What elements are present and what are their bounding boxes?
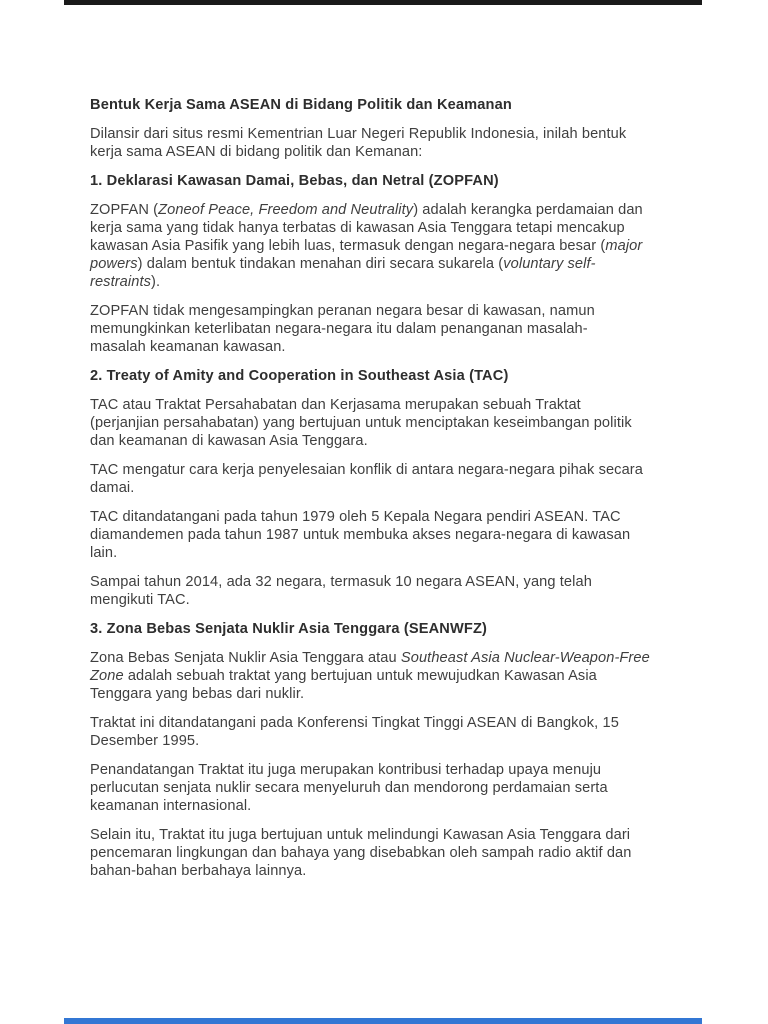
text-line: dan keamanan di kawasan Asia Tenggara. [90,433,368,449]
text-line: Sampai tahun 2014, ada 32 negara, termasuk 10 negara ASEAN, yang telah [90,574,592,590]
paragraph [90,761,690,815]
section-heading [90,620,690,638]
text-line: memungkinkan keterlibatan negara-negara itu dalam penanganan masalah- [90,321,588,337]
text-line: bahan-bahan berbahaya lainnya. [90,863,307,879]
text-line: perlucutan senjata nuklir secara menyeluruh dan mendorong perdamaian serta [90,780,608,796]
paragraph [90,508,690,562]
text-line: kerja sama ASEAN di bidang politik dan Kemanan: [90,144,423,160]
text-line: Penandatangan Traktat itu juga merupakan kontribusi terhadap upaya menuju [90,762,602,778]
text-line: TAC atau Traktat Persahabatan dan Kerjasama merupakan sebuah Traktat [90,397,581,413]
paragraph [90,396,690,450]
section-heading [90,172,690,190]
previous-page-edge [64,0,702,5]
paragraph [90,826,690,880]
text-line: 1. Deklarasi Kawasan Damai, Bebas, dan Netral (ZOPFAN) [90,173,499,189]
text-line: pencemaran lingkungan dan bahaya yang disebabkan oleh sampah radio aktif dan [90,845,632,861]
text-line: ZOPFAN (Zoneof Peace, Freedom and Neutrality) adalah kerangka perdamaian dan [90,202,643,218]
text-line: TAC ditandatangani pada tahun 1979 oleh 5 Kepala Negara pendiri ASEAN. TAC [90,509,621,525]
document-title [90,96,690,114]
paragraph [90,302,690,356]
text-line: Zone adalah sebuah traktat yang bertujuan untuk mewujudkan Kawasan Asia [90,668,597,684]
paragraph [90,649,690,703]
text-line: (perjanjian persahabatan) yang bertujuan untuk menciptakan keseimbangan politik [90,415,632,431]
text-line: TAC mengatur cara kerja penyelesaian konflik di antara negara-negara pihak secara [90,462,643,478]
text-line: diamandemen pada tahun 1987 untuk membuka akses negara-negara di kawasan [90,527,631,543]
next-page-edge [64,1018,702,1024]
text-line: Traktat ini ditandatangani pada Konferensi Tingkat Tinggi ASEAN di Bangkok, 15 [90,715,619,731]
text-line: 2. Treaty of Amity and Cooperation in Southeast Asia (TAC) [90,368,509,384]
paragraph [90,201,690,291]
text-line: restraints). [90,274,161,290]
text-line: Desember 1995. [90,733,200,749]
text-line: powers) dalam bentuk tindakan menahan diri secara sukarela (voluntary self- [90,256,596,272]
text-line: ZOPFAN tidak mengesampingkan peranan negara besar di kawasan, namun [90,303,595,319]
section-heading [90,367,690,385]
document-content [90,96,690,891]
text-line: Bentuk Kerja Sama ASEAN di Bidang Politik dan Keamanan [90,97,512,113]
paragraph [90,125,690,161]
text-line: mengikuti TAC. [90,592,190,608]
text-line: Dilansir dari situs resmi Kementrian Luar Negeri Republik Indonesia, inilah bentuk [90,126,627,142]
text-line: Selain itu, Traktat itu juga bertujuan untuk melindungi Kawasan Asia Tenggara dari [90,827,631,843]
text-line: kerja sama yang tidak hanya terbatas di kawasan Asia Tenggara tetapi mencakup [90,220,625,236]
text-line: keamanan internasional. [90,798,252,814]
text-line: 3. Zona Bebas Senjata Nuklir Asia Tenggara (SEANWFZ) [90,621,488,637]
text-line: lain. [90,545,118,561]
text-line: Tenggara yang bebas dari nuklir. [90,686,305,702]
paragraph [90,461,690,497]
text-line: damai. [90,480,135,496]
paragraph [90,573,690,609]
paragraph [90,714,690,750]
text-line: masalah keamanan kawasan. [90,339,286,355]
text-line: kawasan Asia Pasifik yang lebih luas, termasuk dengan negara-negara besar (major [90,238,643,254]
text-line: Zona Bebas Senjata Nuklir Asia Tenggara atau Southeast Asia Nuclear-Weapon-Free [90,650,650,666]
